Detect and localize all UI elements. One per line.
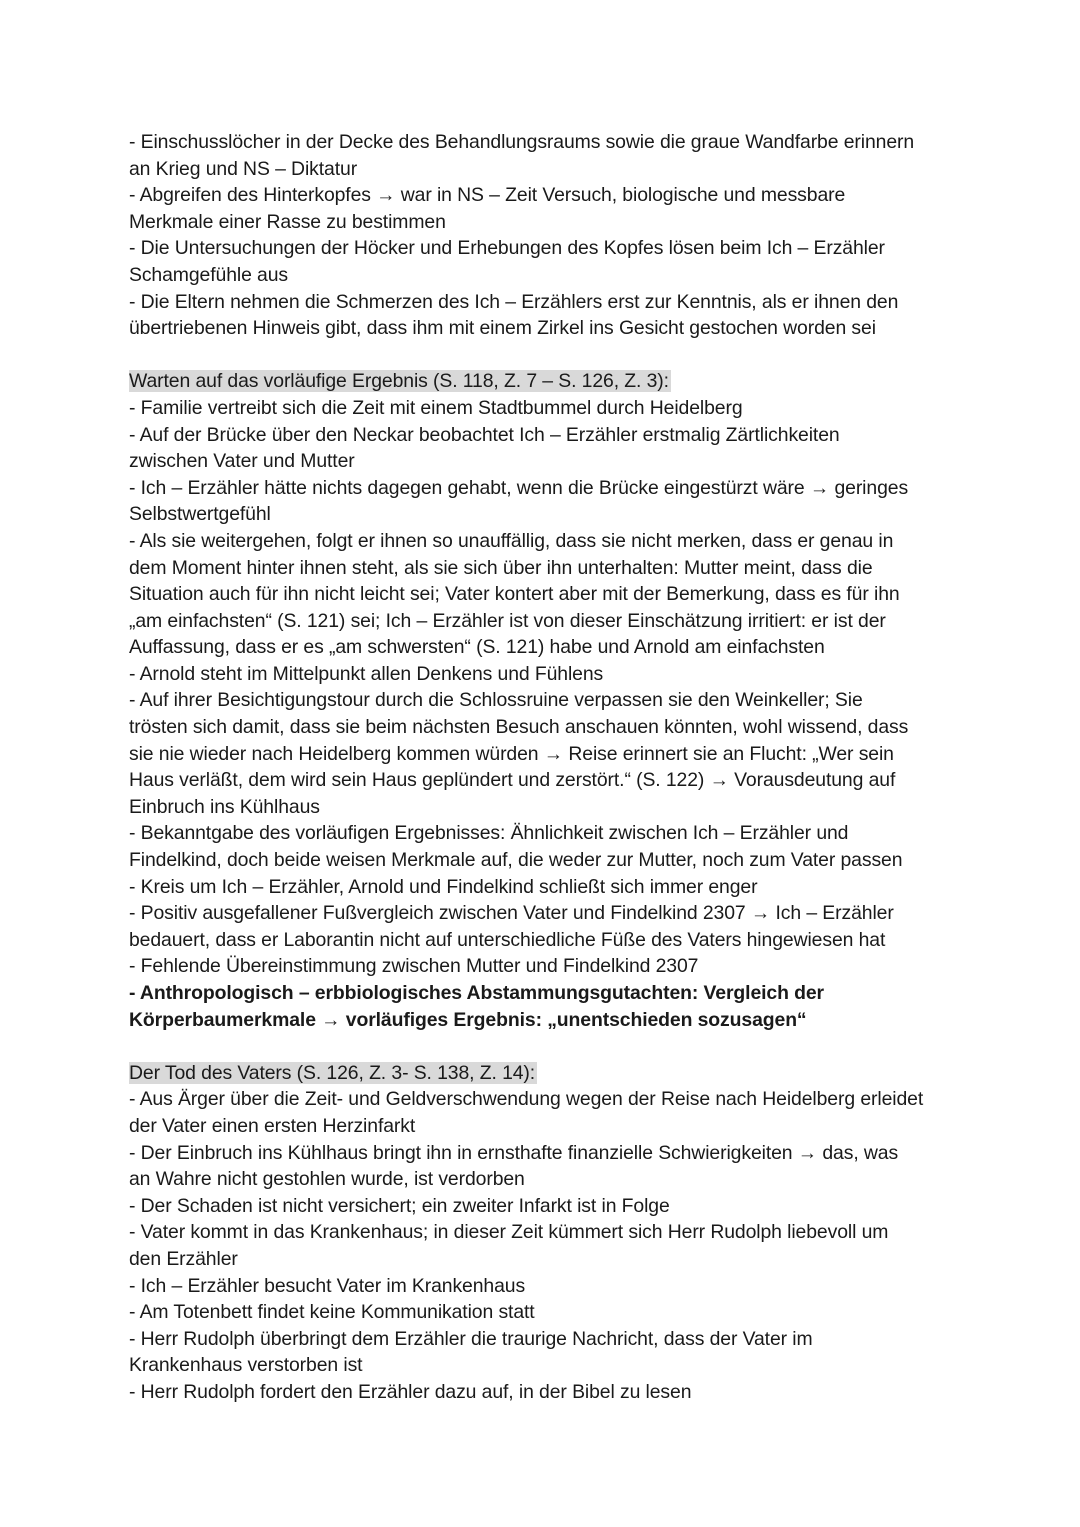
text-line: - Vater kommt in das Krankenhaus; in dieser Zeit kümmert sich Herr Rudolph liebevoll um xyxy=(129,1221,889,1244)
text-line: zwischen Vater und Mutter xyxy=(129,450,355,473)
text-line: Einbruch ins Kühlhaus xyxy=(129,795,320,818)
text-line: Krankenhaus verstorben ist xyxy=(129,1354,363,1377)
text-line: - Herr Rudolph fordert den Erzähler dazu auf, in der Bibel zu lesen xyxy=(129,1380,692,1403)
text-line: Selbstwertgefühl xyxy=(129,503,271,526)
section-heading-text: Warten auf das vorläufige Ergebnis (S. 118, Z. 7 – S. 126, Z. 3): xyxy=(129,370,669,393)
text-line: Auffassung, dass er es „am schwersten“ (S. 121) habe und Arnold am einfachsten xyxy=(129,636,825,659)
bold-summary-line: Körperbaumerkmale → vorläufiges Ergebnis: „unentschieden sozusagen“ xyxy=(129,1008,807,1031)
text-line: „am einfachsten“ (S. 121) sei; Ich – Erzähler ist von dieser Einschätzung irritiert: er ist der xyxy=(129,609,886,632)
text-line: - Kreis um Ich – Erzähler, Arnold und Findelkind schließt sich immer enger xyxy=(129,875,758,898)
text-line: - Bekanntgabe des vorläufigen Ergebnisses: Ähnlichkeit zwischen Ich – Erzähler und xyxy=(129,822,849,845)
text-line: - Aus Ärger über die Zeit- und Geldverschwendung wegen der Reise nach Heidelberg erleidet xyxy=(129,1088,924,1111)
text-line: Findelkind, doch beide weisen Merkmale auf, die weder zur Mutter, noch zum Vater passen xyxy=(129,849,903,872)
section-warten-auf-ergebnis xyxy=(129,368,959,1033)
text-line: den Erzähler xyxy=(129,1247,238,1270)
text-line: - Der Schaden ist nicht versichert; ein zweiter Infarkt ist in Folge xyxy=(129,1194,670,1217)
text-line: - Herr Rudolph überbringt dem Erzähler die traurige Nachricht, dass der Vater im xyxy=(129,1327,813,1350)
text-line: Merkmale einer Rasse zu bestimmen xyxy=(129,210,446,233)
text-line: an Krieg und NS – Diktatur xyxy=(129,157,358,180)
text-line: der Vater einen ersten Herzinfarkt xyxy=(129,1114,416,1137)
section-heading xyxy=(129,1060,959,1087)
text-line: - Fehlende Übereinstimmung zwischen Mutter und Findelkind 2307 xyxy=(129,955,699,978)
text-line: - Positiv ausgefallener Fußvergleich zwischen Vater und Findelkind 2307 → Ich – Erzähler xyxy=(129,902,894,925)
text-line: Situation auch für ihn nicht leicht sei; Vater kontert aber mit der Bemerkung, dass es für ihn xyxy=(129,583,900,606)
text-line: dem Moment hinter ihnen steht, als sie sich über ihn unterhalten: Mutter meint, dass die xyxy=(129,556,873,579)
text-line: - Auf ihrer Besichtigungstour durch die Schlossruine verpassen sie den Weinkeller; Sie xyxy=(129,689,863,712)
text-line: - Die Eltern nehmen die Schmerzen des Ich – Erzählers erst zur Kenntnis, als er ihnen den xyxy=(129,290,899,313)
section-heading xyxy=(129,368,959,395)
text-line: - Abgreifen des Hinterkopfes → war in NS – Zeit Versuch, biologische und messbare xyxy=(129,184,846,207)
text-line: - Auf der Brücke über den Neckar beobachtet Ich – Erzähler erstmalig Zärtlichkeiten xyxy=(129,423,840,446)
text-line: sie nie wieder nach Heidelberg kommen würden → Reise erinnert sie an Flucht: „Wer sein xyxy=(129,742,894,765)
text-line: - Einschusslöcher in der Decke des Behandlungsraums sowie die graue Wandfarbe erinnern xyxy=(129,131,915,153)
text-line: - Der Einbruch ins Kühlhaus bringt ihn in ernsthafte finanzielle Schwierigkeiten → das, was xyxy=(129,1141,899,1164)
text-line: an Wahre nicht gestohlen wurde, ist verdorben xyxy=(129,1168,525,1191)
section-examination-notes xyxy=(129,129,959,342)
bold-summary-line: - Anthropologisch – erbbiologisches Abstammungsgutachten: Vergleich der xyxy=(129,982,825,1004)
text-line: trösten sich damit, dass sie beim nächsten Besuch anschauen könnten, wohl wissend, dass xyxy=(129,716,909,739)
text-line: - Am Totenbett findet keine Kommunikation statt xyxy=(129,1301,535,1324)
section-heading-text: Der Tod des Vaters (S. 126, Z. 3- S. 138, Z. 14): xyxy=(129,1061,536,1084)
text-line: übertriebenen Hinweis gibt, dass ihm mit einem Zirkel ins Gesicht gestochen worden sei xyxy=(129,317,876,340)
section-tod-des-vaters xyxy=(129,1060,959,1406)
text-line: - Familie vertreibt sich die Zeit mit einem Stadtbummel durch Heidelberg xyxy=(129,396,743,419)
text-line: - Die Untersuchungen der Höcker und Erhebungen des Kopfes lösen beim Ich – Erzähler xyxy=(129,237,885,260)
paragraph-gap xyxy=(129,342,959,369)
text-line: - Als sie weitergehen, folgt er ihnen so unauffällig, dass sie nicht merken, dass er genau in xyxy=(129,529,894,552)
text-line: - Arnold steht im Mittelpunkt allen Denkens und Fühlens xyxy=(129,662,604,685)
text-line: bedauert, dass er Laborantin nicht auf unterschiedliche Füße des Vaters hingewiesen hat xyxy=(129,928,886,951)
paragraph-gap xyxy=(129,1033,959,1060)
text-line: Schamgefühle aus xyxy=(129,263,289,286)
text-line: - Ich – Erzähler hätte nichts dagegen gehabt, wenn die Brücke eingestürzt wäre → geringes xyxy=(129,476,909,499)
text-line: Haus verläßt, dem wird sein Haus geplündert und zerstört.“ (S. 122) → Vorausdeutung auf xyxy=(129,769,896,792)
text-line: - Ich – Erzähler besucht Vater im Krankenhaus xyxy=(129,1274,526,1297)
document-page xyxy=(129,129,959,1406)
